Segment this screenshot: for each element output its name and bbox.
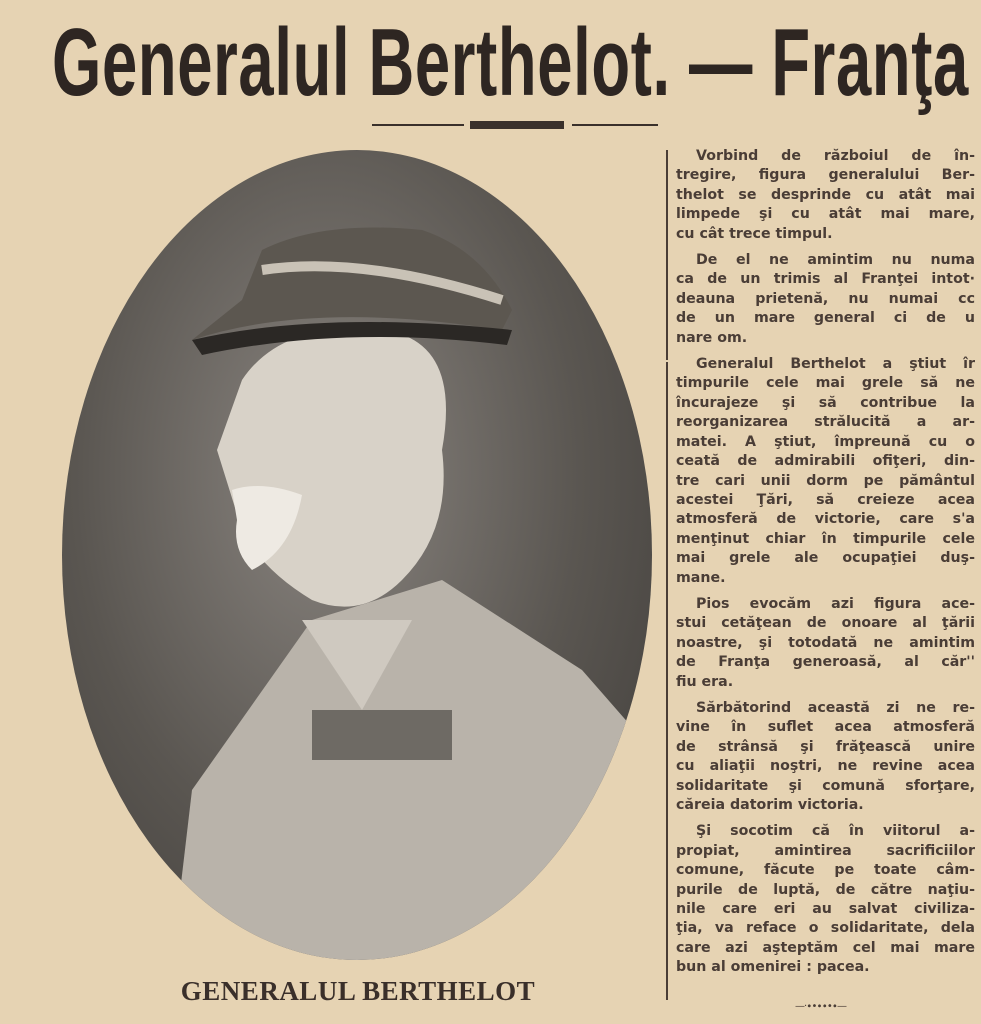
article-line: Şi socotim că în viitorul a- xyxy=(696,823,975,840)
article-line: matei. A ştiut, împreună cu o xyxy=(676,433,975,450)
article-line: care azi aşteptăm cel mai mare xyxy=(676,939,975,956)
article-line: stui cetăţean de onoare al ţării xyxy=(676,615,975,632)
article-line: atmosferă de victorie, care s'a xyxy=(676,511,975,528)
article-line: De el ne amintim nu numa xyxy=(696,252,975,269)
article-line: nare om. xyxy=(676,329,748,346)
article-paragraph xyxy=(676,699,975,815)
article-line: Vorbind de războiul de în- xyxy=(696,148,975,164)
portrait-photo xyxy=(62,150,652,960)
article-line: tregire, figura generalului Ber- xyxy=(676,167,975,184)
article-line: mane. xyxy=(676,569,726,586)
headline-divider xyxy=(372,124,464,126)
article-paragraph xyxy=(676,147,975,244)
article-paragraph xyxy=(676,822,975,977)
article-line: Generalul Berthelot a ştiut îr xyxy=(696,356,975,373)
article-line: timpurile cele mai grele să ne xyxy=(676,375,975,392)
article-line: de Franţa generoasă, al căr'' xyxy=(676,654,975,671)
article-line: Sărbătorind această zi ne re- xyxy=(696,699,975,716)
article-line: purile de luptă, de către naţiu- xyxy=(676,881,975,898)
article-line: ţia, va reface o solidaritate, dela xyxy=(676,920,975,937)
article-line: propiat, amintirea sacrificiilor xyxy=(676,842,975,859)
article-line: de strânsă şi frăţească unire xyxy=(676,738,975,755)
article-line: fiu era. xyxy=(676,673,734,690)
article-line: thelot se desprinde cu atât mai xyxy=(676,186,975,203)
headline-text: Generalul Berthelot. — Franţa xyxy=(52,9,969,116)
article-line: noastre, şi totodată ne amintim xyxy=(676,634,975,651)
article-line: solidaritate şi comună sforţare, xyxy=(676,777,975,794)
article-line: comune, făcute pe toate câm- xyxy=(676,862,975,879)
article-body xyxy=(676,147,975,985)
article-paragraph xyxy=(676,595,975,692)
article-line: vine în suflet acea atmosferă xyxy=(676,719,975,736)
article-line: ceată de admirabili ofiţeri, din- xyxy=(676,453,975,470)
article-line: cu aliaţii noştri, ne revine acea xyxy=(676,758,975,775)
article-line: deauna prietenă, nu numai cc xyxy=(676,290,975,307)
article-line: mai grele ale ocupaţiei duş- xyxy=(676,550,975,567)
article-line: încurajeze şi să contribue la xyxy=(676,394,975,411)
article-line: ca de un trimis al Franţei intot· xyxy=(676,271,975,288)
article-line: acestei Ţări, să creieze acea xyxy=(676,491,975,508)
end-ornament: —·∙•∙∙•∙— xyxy=(795,1001,847,1012)
headline xyxy=(52,8,975,118)
article-line: nile care eri au salvat civiliza- xyxy=(676,901,975,918)
headline-divider xyxy=(572,124,658,126)
article-line: bun al omenirei : pacea. xyxy=(676,959,870,976)
article-paragraph xyxy=(676,251,975,348)
article-line: menţinut chiar în timpurile cele xyxy=(676,530,975,547)
headline-divider-center xyxy=(470,121,564,129)
article-line: de un mare general ci de u xyxy=(676,310,975,327)
article-line: cu cât trece timpul. xyxy=(676,225,833,242)
portrait-caption: GENERALUL BERTHELOT xyxy=(180,976,536,1006)
column-rule xyxy=(666,150,668,360)
article-paragraph xyxy=(676,355,975,588)
column-rule xyxy=(666,362,668,872)
article-line: căreia datorim victoria. xyxy=(676,797,864,813)
column-rule xyxy=(666,865,668,1000)
general-portrait-illustration xyxy=(62,150,652,960)
article-line: reorganizarea strălucită a ar- xyxy=(676,414,975,431)
article-line: Pios evocăm azi figura ace- xyxy=(696,595,975,612)
article-line: limpede şi cu atât mai mare, xyxy=(676,206,975,223)
article-line: tre cari unii dorm pe pământul xyxy=(676,472,975,489)
